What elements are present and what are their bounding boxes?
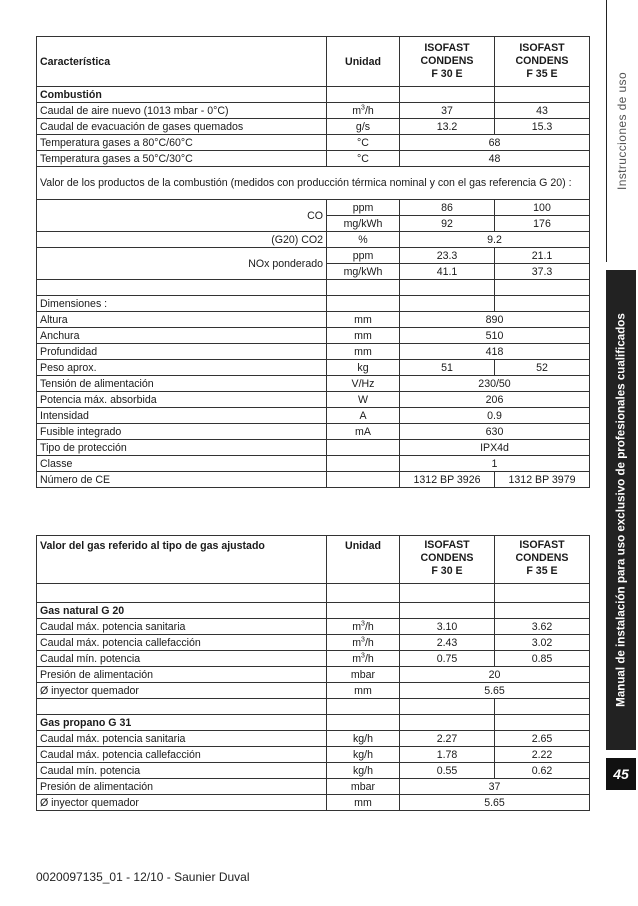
row-value-f30: 1.78 (400, 747, 495, 763)
table-row (37, 103, 590, 119)
row-value-f35: 15.3 (495, 119, 590, 135)
section-row (37, 603, 590, 619)
row-unit: mm (327, 683, 400, 699)
section-gas-propano-title: Gas propano G 31 (37, 715, 327, 731)
page-number: 45 (606, 758, 636, 790)
row-label: Classe (37, 456, 327, 472)
row-label: Tipo de protección (37, 440, 327, 456)
row-label: Fusible integrado (37, 424, 327, 440)
row-label: Caudal de aire nuevo (1013 mbar - 0°C) (37, 103, 327, 119)
row-value-both: IPX4d (400, 440, 590, 456)
row-unit: mm (327, 312, 400, 328)
row-value-f30: 51 (400, 360, 495, 376)
row-unit: kg/h (327, 731, 400, 747)
row-value-f35: 0.85 (495, 651, 590, 667)
table-row (37, 619, 590, 635)
row-unit: mm (327, 328, 400, 344)
section-gas-natural-title: Gas natural G 20 (37, 603, 327, 619)
table-row (37, 408, 590, 424)
nox-label: NOx ponderado (37, 248, 327, 280)
row-value-both: 206 (400, 392, 590, 408)
row-label: Caudal mín. potencia (37, 651, 327, 667)
row-value-f35: 3.62 (495, 619, 590, 635)
gas-values-table (36, 535, 590, 811)
row-unit: mm (327, 344, 400, 360)
table-row (37, 763, 590, 779)
table-row (37, 360, 590, 376)
row-label: Caudal máx. potencia sanitaria (37, 731, 327, 747)
row-label: Caudal de evacuación de gases quemados (37, 119, 327, 135)
row-label: Temperatura gases a 80°C/60°C (37, 135, 327, 151)
row-unit: mbar (327, 667, 400, 683)
row-unit: A (327, 408, 400, 424)
sidebar-user-instructions-tab (606, 0, 637, 262)
row-label: Caudal máx. potencia callefacción (37, 747, 327, 763)
row-label: Altura (37, 312, 327, 328)
table-row (37, 344, 590, 360)
row-value-f35: 3.02 (495, 635, 590, 651)
row-unit (327, 456, 400, 472)
row-unit: ppm (327, 200, 400, 216)
spacer-row (37, 584, 590, 603)
table-row (37, 667, 590, 683)
row-label: Caudal máx. potencia sanitaria (37, 619, 327, 635)
row-value-f30: 41.1 (400, 264, 495, 280)
row-label: Intensidad (37, 408, 327, 424)
row-unit: mg/kWh (327, 216, 400, 232)
co2-label: (G20) CO2 (37, 232, 327, 248)
sidebar-installer-manual-tab (606, 270, 636, 750)
row-label: Ø inyector quemador (37, 683, 327, 699)
row-unit: V/Hz (327, 376, 400, 392)
row-value-both: 418 (400, 344, 590, 360)
header-gas-value: Valor del gas referido al tipo de gas ajustado (37, 536, 327, 584)
section-combustion-title: Combustión (37, 87, 327, 103)
row-value-both: 630 (400, 424, 590, 440)
row-value-f35: 100 (495, 200, 590, 216)
header-unit: Unidad (327, 536, 400, 584)
row-unit: $m^3/h$ (327, 651, 400, 667)
row-value-f30: 86 (400, 200, 495, 216)
row-value-f30: 2.27 (400, 731, 495, 747)
row-value-both: 9.2 (400, 232, 590, 248)
row-label: Anchura (37, 328, 327, 344)
row-value-both: 20 (400, 667, 590, 683)
co-label: CO (37, 200, 327, 232)
row-value-f30: 0.55 (400, 763, 495, 779)
row-value-f35: 37.3 (495, 264, 590, 280)
row-label: Ø inyector quemador (37, 795, 327, 811)
sidebar-top-label: Instrucciones de uso (615, 71, 629, 191)
row-unit: % (327, 232, 400, 248)
table-row (37, 200, 590, 216)
row-label: Tensión de alimentación (37, 376, 327, 392)
row-value-f35: 43 (495, 103, 590, 119)
table-header-row (37, 37, 590, 87)
table-row (37, 248, 590, 264)
table-row (37, 392, 590, 408)
header-characteristic: Característica (37, 37, 327, 87)
header-unit: Unidad (327, 37, 400, 87)
row-unit: g/s (327, 119, 400, 135)
table-row (37, 651, 590, 667)
row-value-f35: 52 (495, 360, 590, 376)
sidebar-main-label: Manual de instalación para uso exclusivo de profesionales cualificados (614, 313, 628, 707)
row-value-both: 48 (400, 151, 590, 167)
table-row (37, 731, 590, 747)
table-row (37, 472, 590, 488)
row-unit: kg/h (327, 747, 400, 763)
row-value-f30: 0.75 (400, 651, 495, 667)
row-value-both: 890 (400, 312, 590, 328)
row-value-f30: 92 (400, 216, 495, 232)
table-row (37, 795, 590, 811)
row-unit: $m^3/h$ (327, 635, 400, 651)
row-label: Profundidad (37, 344, 327, 360)
row-value-f30: 13.2 (400, 119, 495, 135)
row-value-f35: 1312 BP 3979 (495, 472, 590, 488)
row-unit: kg (327, 360, 400, 376)
row-value-f30: 37 (400, 103, 495, 119)
row-label: Presión de alimentación (37, 667, 327, 683)
section-row (37, 715, 590, 731)
table-row (37, 312, 590, 328)
row-unit: ppm (327, 248, 400, 264)
row-value-f30: 1312 BP 3926 (400, 472, 495, 488)
header-model-f35: ISOFAST CONDENS F 35 E (495, 37, 590, 87)
row-value-both: 68 (400, 135, 590, 151)
row-value-f30: 2.43 (400, 635, 495, 651)
row-unit: mg/kWh (327, 264, 400, 280)
row-label: Temperatura gases a 50°C/30°C (37, 151, 327, 167)
row-label: Potencia máx. absorbida (37, 392, 327, 408)
row-unit: kg/h (327, 763, 400, 779)
table-row (37, 456, 590, 472)
row-value-f30: 3.10 (400, 619, 495, 635)
row-value-f35: 0.62 (495, 763, 590, 779)
row-label: Caudal máx. potencia callefacción (37, 635, 327, 651)
table-row (37, 151, 590, 167)
table-row (37, 376, 590, 392)
row-value-both: 0.9 (400, 408, 590, 424)
row-value-both: 5.65 (400, 683, 590, 699)
row-value-f35: 2.22 (495, 747, 590, 763)
row-value-both: 230/50 (400, 376, 590, 392)
row-label: Número de CE (37, 472, 327, 488)
document-footer: 0020097135_01 - 12/10 - Saunier Duval (36, 870, 250, 884)
dimensions-label: Dimensiones : (37, 296, 327, 312)
technical-data-table (36, 36, 590, 488)
table-header-row (37, 536, 590, 584)
row-label: Presión de alimentación (37, 779, 327, 795)
table-row (37, 328, 590, 344)
section-row (37, 87, 590, 103)
table-row (37, 424, 590, 440)
row-unit: mm (327, 795, 400, 811)
row-label: Caudal mín. potencia (37, 763, 327, 779)
row-unit: W (327, 392, 400, 408)
table-row (37, 135, 590, 151)
row-unit: $m^3/h$ (327, 103, 400, 119)
table-row (37, 119, 590, 135)
row-value-f35: 2.65 (495, 731, 590, 747)
table-row (37, 296, 590, 312)
table-row (37, 779, 590, 795)
header-model-f30: ISOFAST CONDENS F 30 E (400, 37, 495, 87)
row-unit: mbar (327, 779, 400, 795)
table-row (37, 167, 590, 200)
row-unit: °C (327, 151, 400, 167)
spacer-row (37, 699, 590, 715)
row-unit: mA (327, 424, 400, 440)
table-row (37, 747, 590, 763)
row-value-f35: 176 (495, 216, 590, 232)
row-value-f35: 21.1 (495, 248, 590, 264)
spacer-row (37, 280, 590, 296)
row-unit: $m^3/h$ (327, 619, 400, 635)
row-unit: °C (327, 135, 400, 151)
table-row (37, 683, 590, 699)
row-label: Peso aprox. (37, 360, 327, 376)
header-model-f30: ISOFAST CONDENS F 30 E (400, 536, 495, 584)
table-row (37, 635, 590, 651)
row-value-both: 510 (400, 328, 590, 344)
header-model-f35: ISOFAST CONDENS F 35 E (495, 536, 590, 584)
row-unit (327, 440, 400, 456)
row-value-both: 37 (400, 779, 590, 795)
row-value-both: 5.65 (400, 795, 590, 811)
row-value-f30: 23.3 (400, 248, 495, 264)
table-row (37, 440, 590, 456)
table-row (37, 232, 590, 248)
combustion-products-note: Valor de los productos de la combustión (medidos con producción térmica nominal y con el gas referencia G 20) : (37, 167, 590, 200)
row-value-both: 1 (400, 456, 590, 472)
